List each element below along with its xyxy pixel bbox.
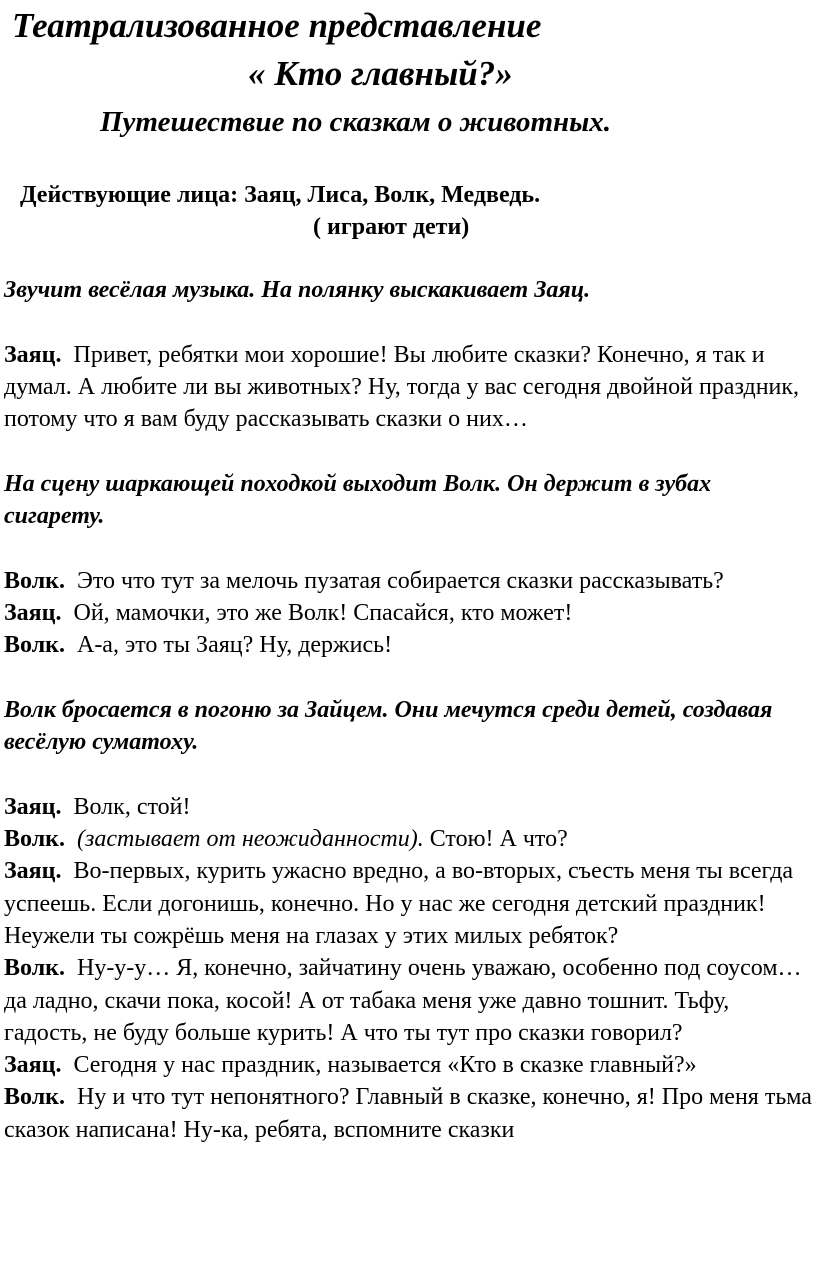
speaker-name: Заяц. xyxy=(4,858,62,885)
dialogue-line xyxy=(4,823,812,855)
document-title: Театрализованное представление xyxy=(12,6,542,45)
line-text: Ну и что тут непонятного? Главный в сказке, конечно, я! Про меня тьма сказок написана! Ну-ка, ребята, вспомните сказки xyxy=(4,1084,812,1143)
document-title-name: « Кто главный?» xyxy=(248,54,513,93)
speaker-name: Волк. xyxy=(4,632,65,659)
line-text: Ну-у-у… Я, конечно, зайчатину очень уважаю, особенно под соусом… да ладно, скачи пока, косой! А от табака меня уже давно тошнит. Тьфу, гадость, не буду больше курить! А что ты тут про сказки говорил? xyxy=(4,955,802,1046)
play-script xyxy=(4,274,812,1146)
speaker-name: Заяц. xyxy=(4,599,62,626)
line-text: Сегодня у нас праздник, называется «Кто в сказке главный?» xyxy=(73,1052,697,1079)
line-text: Волк, стой! xyxy=(73,793,191,820)
speaker-name: Волк. xyxy=(4,955,65,982)
dialogue-line xyxy=(4,597,812,629)
stage-direction: На сцену шаркающей походкой выходит Волк. Он держит в зубах сигарету. xyxy=(4,470,712,530)
dialogue-line xyxy=(4,952,812,1049)
dialogue-line xyxy=(4,629,812,661)
stage-aside: (застывает от неожиданности). xyxy=(76,826,424,853)
speaker-name: Волк. xyxy=(4,826,65,853)
cast-list: Действующие лица: Заяц, Лиса, Волк, Медведь. xyxy=(20,182,541,208)
speaker-name: Волк. xyxy=(4,1084,65,1111)
stage-direction: Звучит весёлая музыка. На полянку выскакивает Заяц. xyxy=(4,277,591,303)
dialogue-line xyxy=(4,855,812,952)
speaker-name: Волк. xyxy=(4,567,65,594)
dialogue-line xyxy=(4,791,812,823)
dialogue-line xyxy=(4,339,812,436)
dialogue-line xyxy=(4,1081,812,1146)
line-text: А-а, это ты Заяц? Ну, держись! xyxy=(76,632,393,659)
line-text: Стою! А что? xyxy=(429,826,568,853)
stage-direction: Волк бросается в погоню за Зайцем. Они мечутся среди детей, создавая весёлую суматоху. xyxy=(4,696,773,756)
document-subtitle: Путешествие по сказкам о животных. xyxy=(100,106,611,138)
line-text: Во-первых, курить ужасно вредно, а во-вторых, съесть меня ты всегда успеешь. Если догонишь, конечно. Но у нас же сегодня детский праздник! Неужели ты сожрёшь меня на глазах у этих милых ребяток? xyxy=(4,858,794,949)
speaker-name: Заяц. xyxy=(4,1052,62,1079)
line-text: Это что тут за мелочь пузатая собирается сказки рассказывать? xyxy=(76,567,724,594)
line-text: Ой, мамочки, это же Волк! Спасайся, кто может! xyxy=(73,599,573,626)
speaker-name: Заяц. xyxy=(4,341,62,368)
line-text: Привет, ребятки мои хорошие! Вы любите сказки? Конечно, я так и думал. А любите ли вы животных? Ну, тогда у вас сегодня двойной праздник, потому что я вам буду рассказывать сказки о них… xyxy=(4,341,800,433)
speaker-name: Заяц. xyxy=(4,793,62,820)
dialogue-line xyxy=(4,1049,812,1081)
cast-note: ( играют дети) xyxy=(313,214,470,240)
dialogue-line xyxy=(4,565,812,597)
